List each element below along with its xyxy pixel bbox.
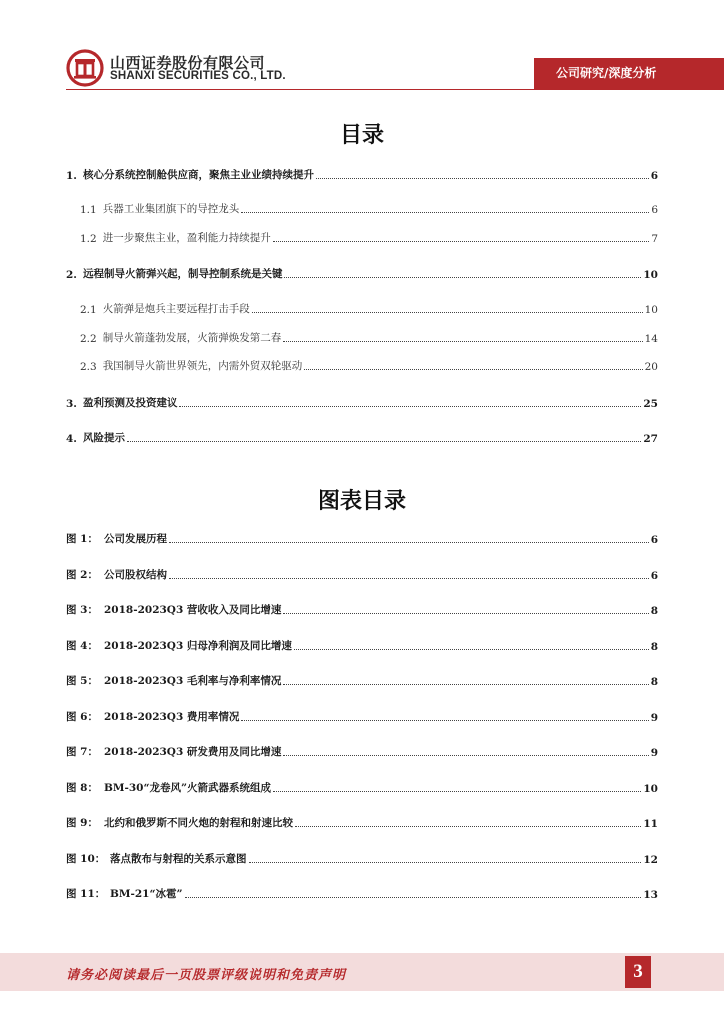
toc-entry-number: 2.3 [80,361,97,373]
figure-entry-text: 2018-2023Q3 研发费用及同比增速 [104,746,282,758]
toc-entry-text: 远程制导火箭弹兴起，制导控制系统是关键 [82,268,283,280]
leader-dots [252,312,643,313]
toc-entry-text: 风险提示 [82,432,125,444]
leader-dots [283,341,642,342]
figure-entry-text: 2018-2023Q3 营收收入及同比增速 [104,604,282,616]
figure-entry[interactable] [66,601,658,617]
leader-dots [273,241,650,242]
figure-entry-text: 北约和俄罗斯不同火炮的射程和射速比较 [104,817,293,829]
toc-entry[interactable] [66,394,658,410]
figure-entry-label: 图 2： [66,569,98,581]
figure-entry[interactable] [66,530,658,546]
toc-entry[interactable] [66,429,658,445]
figure-entry[interactable] [66,850,658,866]
leader-dots [283,684,648,685]
toc-entry-page: 6 [650,170,658,182]
leader-dots [295,826,641,827]
figure-entry-page: 11 [643,818,658,830]
toc-entry-number: 1.1 [80,204,97,216]
figure-entry-label: 图 5： [66,675,98,687]
figure-entry[interactable] [66,743,658,759]
toc-entry-text: 制导火箭蓬勃发展，火箭弹焕发第二春 [102,332,282,344]
toc-entry-number: 1. [66,170,77,182]
toc-entry[interactable] [66,265,658,281]
figure-entry-text: BM-30“龙卷风”火箭武器系统组成 [104,782,272,794]
toc-entry-page: 10 [643,269,658,281]
toc-entry[interactable] [80,357,658,373]
leader-dots [169,578,649,579]
footer-disclaimer: 请务必阅读最后一页股票评级说明和免责声明 [66,968,347,983]
toc-entry-number: 4. [66,433,77,445]
leader-dots [127,441,641,442]
report-type-label: 公司研究/深度分析 [556,66,657,80]
toc-entry-number: 3. [66,398,77,410]
figure-entry-text: BM-21“冰雹” [110,888,183,900]
figure-entry-label: 图 10： [66,853,106,865]
figure-entry[interactable] [66,672,658,688]
leader-dots [294,649,649,650]
toc-entry-page: 10 [644,304,658,316]
toc-entry[interactable] [66,166,658,182]
figure-entry-page: 6 [650,570,658,582]
leader-dots [284,277,641,278]
figure-entry-page: 8 [650,676,658,688]
page-header [0,0,724,100]
toc-entry-number: 2.1 [80,304,97,316]
toc-entry-number: 2.2 [80,333,97,345]
figure-entry-label: 图 6： [66,711,98,723]
leader-dots [283,755,648,756]
figure-entry-page: 10 [643,783,658,795]
figure-entry-text: 公司股权结构 [104,569,167,581]
toc-entry-text: 进一步聚焦主业，盈利能力持续提升 [102,232,271,244]
leader-dots [283,613,648,614]
figure-entry[interactable] [66,814,658,830]
toc-entry-text: 兵器工业集团旗下的导控龙头 [102,203,240,215]
toc-entry[interactable] [80,329,658,345]
figure-entry-page: 9 [650,747,658,759]
toc-entry-text: 核心分系统控制舱供应商，聚焦主业业绩持续提升 [82,169,314,181]
toc-entry-text: 火箭弹是炮兵主要远程打击手段 [102,303,250,315]
leader-dots [249,862,642,863]
figure-entry-label: 图 7： [66,746,98,758]
figure-entry[interactable] [66,708,658,724]
toc-entry-text: 我国制导火箭世界领先，内需外贸双轮驱动 [102,360,303,372]
toc-entry[interactable] [80,300,658,316]
figure-entry-page: 8 [650,641,658,653]
figures-title: 图表目录 [317,489,406,514]
company-name-cn: 山西证券股份有限公司 [110,54,266,72]
leader-dots [179,406,641,407]
page-number: 3 [625,956,651,988]
figure-entry-text: 落点散布与射程的关系示意图 [110,853,247,865]
figure-entry-page: 8 [650,605,658,617]
company-name-en: SHANXI SECURITIES CO., LTD. [110,70,286,82]
figure-entry-label: 图 3： [66,604,98,616]
leader-dots [304,369,642,370]
toc-entry-page: 6 [651,204,658,216]
company-logo-icon [66,49,104,87]
figure-entry-label: 图 1： [66,533,98,545]
figure-entry[interactable] [66,779,658,795]
toc-entry[interactable] [80,229,658,245]
figure-entry[interactable] [66,637,658,653]
leader-dots [241,720,648,721]
figure-entry-page: 9 [650,712,658,724]
figure-entry-page: 13 [643,889,658,901]
leader-dots [241,212,649,213]
figure-entry-label: 图 8： [66,782,98,794]
figure-entry-label: 图 4： [66,640,98,652]
figure-entry-page: 12 [643,854,658,866]
figure-entry-text: 2018-2023Q3 费用率情况 [104,711,240,723]
figure-entry-text: 2018-2023Q3 毛利率与净利率情况 [104,675,282,687]
toc-entry[interactable] [80,200,658,216]
figure-entry-text: 公司发展历程 [104,533,167,545]
toc-entry-page: 7 [651,233,658,245]
toc-entry-page: 25 [643,398,658,410]
toc-entry-number: 2. [66,269,77,281]
toc-entry-number: 1.2 [80,233,97,245]
figure-entry-page: 6 [650,534,658,546]
leader-dots [273,791,641,792]
toc-entry-page: 27 [643,433,658,445]
figure-entry-label: 图 9： [66,817,98,829]
figure-entry-label: 图 11： [66,888,106,900]
leader-dots [185,897,642,898]
figure-entry-text: 2018-2023Q3 归母净利润及同比增速 [104,640,292,652]
leader-dots [316,178,649,179]
toc-entry-page: 14 [644,333,658,345]
toc-entry-page: 20 [644,361,658,373]
toc-entry-text: 盈利预测及投资建议 [82,397,178,409]
header-divider [66,89,724,90]
figure-entry[interactable] [66,885,658,901]
leader-dots [169,542,649,543]
toc-title: 目录 [339,123,384,148]
figure-entry[interactable] [66,566,658,582]
